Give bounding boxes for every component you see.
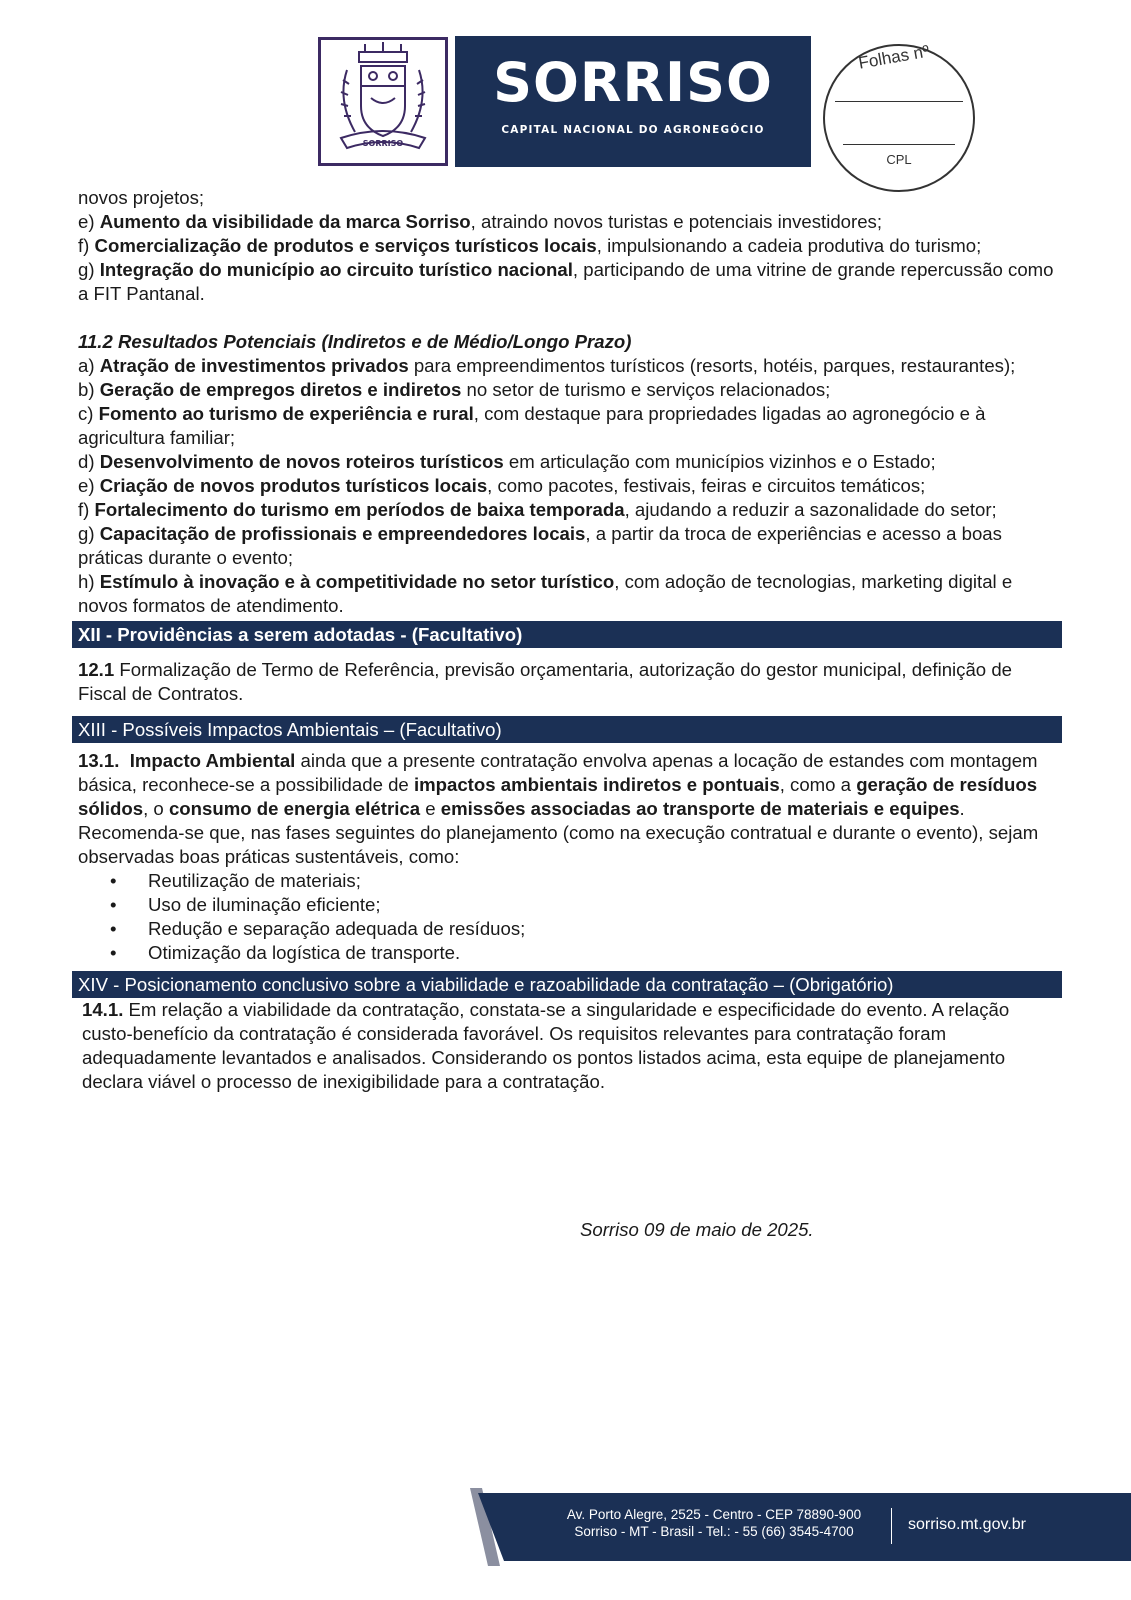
footer-divider bbox=[891, 1508, 892, 1544]
signature-date: Sorriso 09 de maio de 2025. bbox=[580, 1219, 814, 1240]
section-heading: 11.2 Resultados Potenciais (Indiretos e de Médio/Longo Prazo) bbox=[78, 331, 632, 352]
municipal-coat-of-arms-logo bbox=[318, 37, 448, 166]
stamp-line bbox=[835, 101, 963, 102]
footer-address-line: Av. Porto Alegre, 2525 - Centro - CEP 78890-900 bbox=[566, 1507, 862, 1522]
list-item: f) Comercialização de produtos e serviços turísticos locais, impulsionando a cadeia produtiva do turismo; bbox=[78, 235, 982, 256]
section-xiv-paragraph: 14.1. Em relação a viabilidade da contratação, constata-se a singularidade e especificidade do evento. A relação custo-benefício da contratação é considerada favorável. Os requisitos relevantes para contratação foram adequadamente levantados e analisados. Considerando os pontos listados acima, esta equipe de planejamento declara viável o processo de inexigibilidade para a contratação. bbox=[82, 999, 1010, 1092]
page-number-stamp bbox=[823, 41, 975, 192]
list-item: e) Aumento da visibilidade da marca Sorriso, atraindo novos turistas e potenciais investidores; bbox=[78, 211, 883, 232]
section-banner-xii: XII - Providências a serem adotadas - (Facultativo) bbox=[72, 621, 1062, 648]
stamp-footer: CPL bbox=[886, 152, 912, 167]
brand-name: SORRISO bbox=[493, 51, 773, 114]
section-banner-xiv: XIV - Posicionamento conclusivo sobre a viabilidade e razoabilidade da contratação – (Obrigatório) bbox=[72, 971, 1062, 998]
list-item: f) Fortalecimento do turismo em períodos de baixa temporada, ajudando a reduzir a sazonalidade do setor; bbox=[78, 499, 997, 520]
list-item: c) Fomento ao turismo de experiência e rural, com destaque para propriedades ligadas ao agronegócio e à agricultura familiar; bbox=[78, 403, 986, 448]
list-item: g) Integração do município ao circuito turístico nacional, participando de uma vitrine de grande repercussão como a FIT Pantanal. bbox=[78, 259, 1054, 304]
section-xiii-paragraph: 13.1. Impacto Ambiental ainda que a presente contratação envolva apenas a locação de estandes com montagem básica, reconhece-se a possibilidade de impactos ambientais indiretos e pontuais, como a geração de resíduos sólidos, o consumo de energia elétrica e emissões associadas ao transporte de materiais e equipes. Recomenda-se que, nas fases seguintes do planejamento (como na execução contratual e durante o evento), sejam observadas boas práticas sustentáveis, como: bbox=[78, 750, 1039, 867]
document-body bbox=[78, 186, 1056, 1094]
section-11-2 bbox=[78, 330, 1056, 618]
section-banner-xiii: XIII - Possíveis Impactos Ambientais – (Facultativo) bbox=[72, 716, 1062, 743]
sustainability-list bbox=[78, 869, 1056, 965]
brand-tagline: CAPITAL NACIONAL DO AGRONEGÓCIO bbox=[501, 124, 765, 136]
brand-banner bbox=[455, 36, 811, 167]
list-item: novos projetos; bbox=[78, 187, 205, 208]
list-item: g) Capacitação de profissionais e empreendedores locais, a partir da troca de experiências e acesso a boas práticas durante o evento; bbox=[78, 523, 1002, 568]
crest-city-text: SORRISO bbox=[362, 139, 404, 148]
list-item: • Reutilização de materiais; bbox=[148, 869, 1056, 893]
stamp-label: Folhas nº bbox=[857, 41, 931, 73]
list-item: • Uso de iluminação eficiente; bbox=[148, 893, 1056, 917]
list-item: b) Geração de empregos diretos e indiretos no setor de turismo e serviços relacionados; bbox=[78, 379, 831, 400]
footer-address-line: Sorriso - MT - Brasil - Tel.: - 55 (66) 3545-4700 bbox=[574, 1524, 854, 1539]
stamp-line bbox=[843, 144, 955, 145]
coat-of-arms-icon bbox=[321, 40, 445, 163]
list-item: e) Criação de novos produtos turísticos locais, como pacotes, festivais, feiras e circuitos temáticos; bbox=[78, 475, 926, 496]
list-item: a) Atração de investimentos privados para empreendimentos turísticos (resorts, hotéis, parques, restaurantes); bbox=[78, 355, 1016, 376]
list-item: • Redução e separação adequada de resíduos; bbox=[148, 917, 1056, 941]
footer-website-link[interactable]: sorriso.mt.gov.br bbox=[908, 1516, 1026, 1533]
list-item: d) Desenvolvimento de novos roteiros turísticos em articulação com municípios vizinhos e o Estado; bbox=[78, 451, 936, 472]
list-item: h) Estímulo à inovação e à competitividade no setor turístico, com adoção de tecnologias, marketing digital e novos formatos de atendimento. bbox=[78, 571, 1013, 616]
list-item: • Otimização da logística de transporte. bbox=[148, 941, 1056, 965]
footer-address bbox=[548, 1506, 880, 1540]
continuation-list bbox=[78, 186, 1056, 306]
section-xii-paragraph: 12.1 Formalização de Termo de Referência, previsão orçamentaria, autorização do gestor municipal, definição de Fiscal de Contratos. bbox=[78, 659, 1012, 704]
